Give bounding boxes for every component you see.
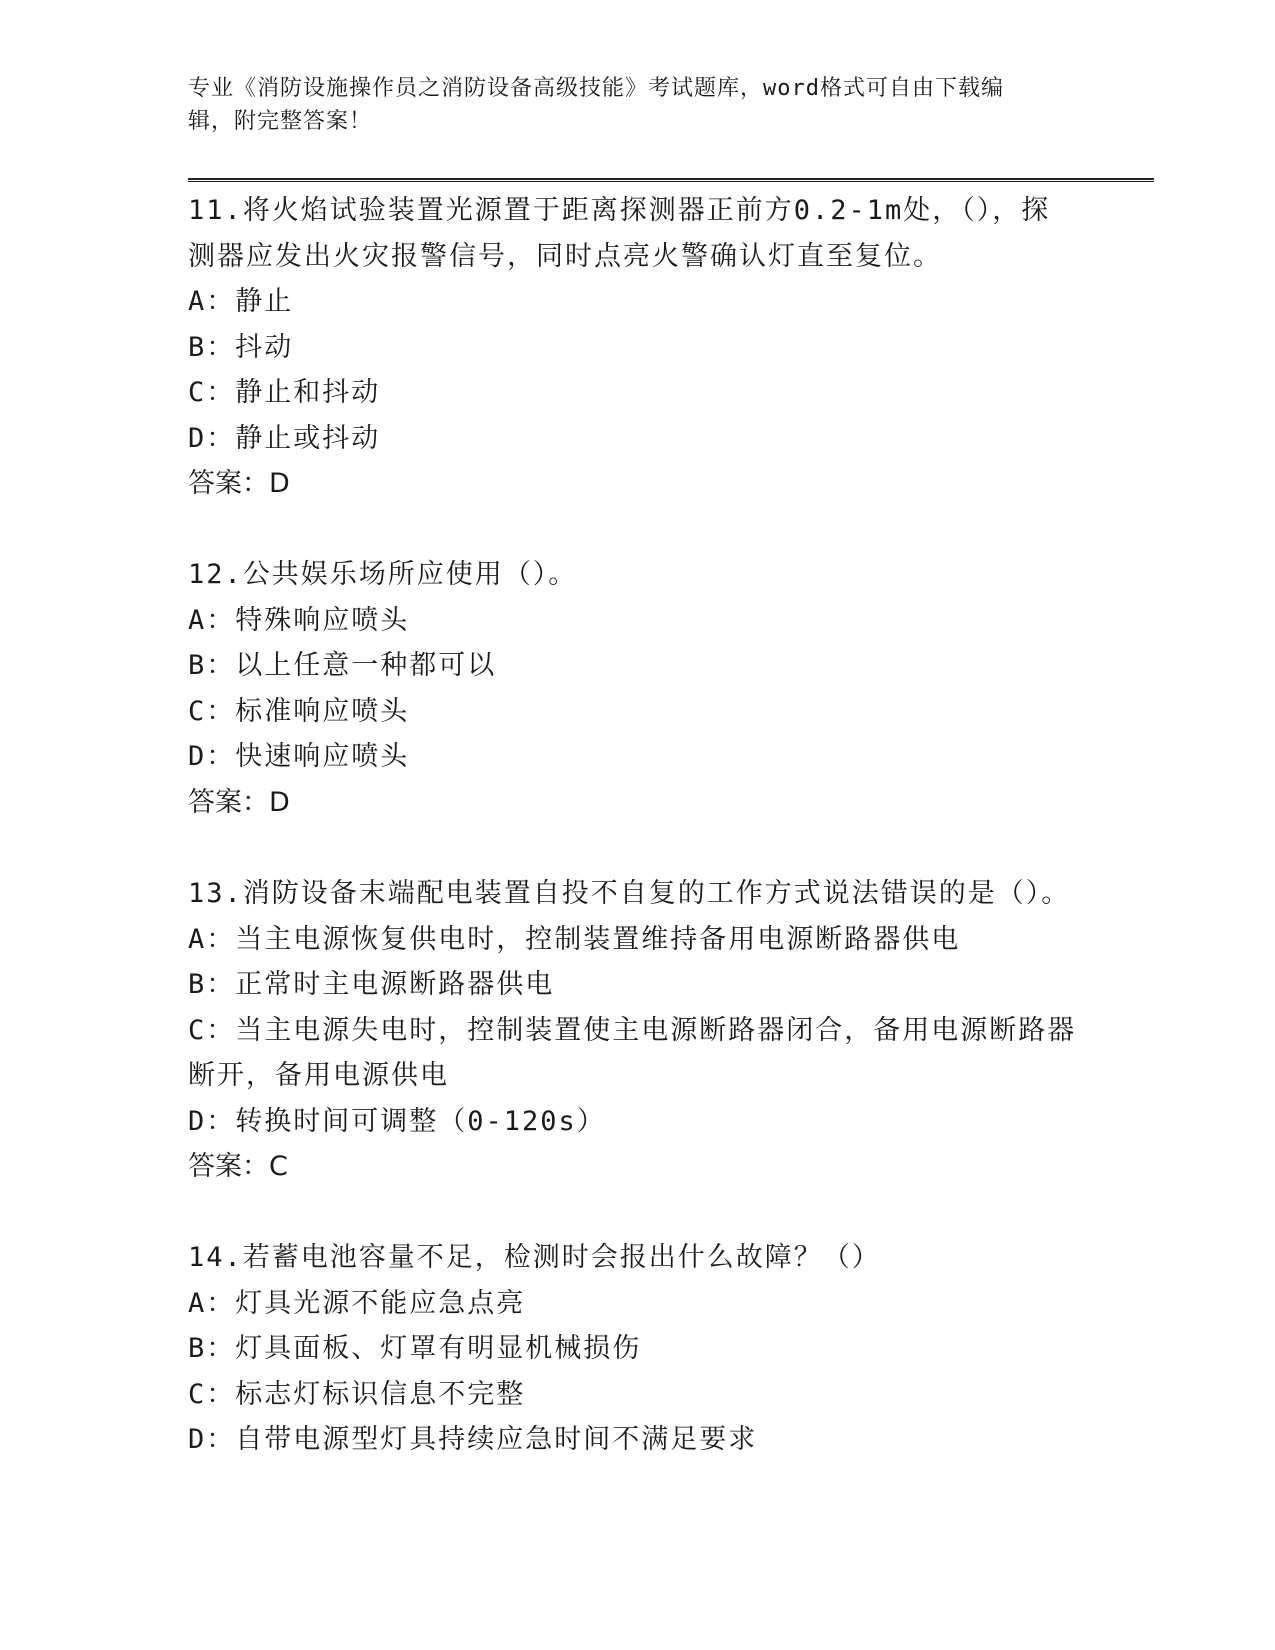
answer: 答案：C [188, 1151, 288, 1182]
option-a: A：静止 [188, 286, 294, 317]
header-line-1: 专业《消防设施操作员之消防设备高级技能》考试题库，word格式可自由下载编 [188, 76, 1004, 101]
option-b: B：抖动 [188, 331, 294, 363]
question-stem: 测器应发出火灾报警信号，同时点亮火警确认灯直至复位。 [188, 240, 942, 272]
option-d: D：自带电源型灯具持续应急时间不满足要求 [188, 1424, 758, 1455]
option-c: C：标准响应喷头 [188, 695, 410, 727]
document-header [188, 72, 1068, 138]
question-14 [188, 1235, 1088, 1463]
question-12 [188, 552, 1088, 825]
answer: 答案：D [188, 786, 290, 818]
option-a: A：特殊响应喷头 [188, 604, 410, 636]
option-c: C：当主电源失电时，控制装置使主电源断路器闭合，备用电源断路器 [188, 1014, 1077, 1046]
answer: 答案：D [188, 468, 290, 499]
option-b: B：灯具面板、灯罩有明显机械损伤 [188, 1333, 642, 1364]
question-stem: 11.将火焰试验装置光源置于距离探测器正前方0.2-1m处，（），探 [188, 195, 1051, 226]
header-divider [188, 178, 1154, 182]
header-line-2: 辑，附完整答案！ [188, 109, 373, 134]
option-c: C：静止和抖动 [188, 377, 381, 408]
option-c: C：标志灯标识信息不完整 [188, 1378, 526, 1410]
option-a: A：当主电源恢复供电时，控制装置维持备用电源断路器供电 [188, 923, 961, 955]
option-b: B：正常时主电源断路器供电 [188, 969, 555, 1000]
question-13 [188, 871, 1088, 1190]
option-d: D：静止或抖动 [188, 422, 381, 454]
option-d: D：转换时间可调整（0-120s） [188, 1105, 606, 1137]
option-c-continued: 断开，备用电源供电 [188, 1060, 449, 1091]
option-d: D：快速响应喷头 [188, 741, 410, 772]
question-stem: 13.消防设备末端配电装置自投不自复的工作方式说法错误的是（）。 [188, 878, 1071, 909]
question-stem: 12.公共娱乐场所应使用（）。 [188, 559, 578, 590]
question-11 [188, 188, 1088, 507]
question-stem: 14.若蓄电池容量不足，检测时会报出什么故障？（） [188, 1242, 881, 1273]
option-b: B：以上任意一种都可以 [188, 650, 497, 681]
option-a: A：灯具光源不能应急点亮 [188, 1287, 526, 1319]
